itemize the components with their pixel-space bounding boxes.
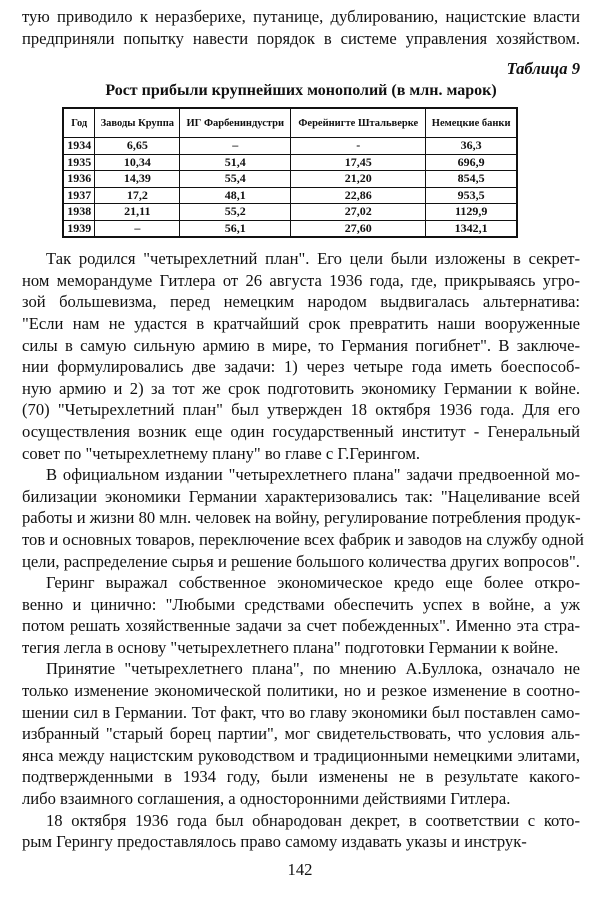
table-title: Рост прибыли крупнейших монополий (в млн. марок) [105,82,497,100]
column-header: Год [63,108,95,138]
text-line: Принятие "четырехлетнего плана", по мнению А.Буллока, означало не [46,659,580,679]
text-line: потом решать хозяйственные задачи за счет побежденных". Именно эта стра- [22,616,580,636]
table-cell: 1937 [63,187,95,204]
table-cell: 36,3 [426,138,517,155]
table-cell: 17,45 [291,154,426,171]
table-row [63,204,517,221]
text-line: предприняли попытку навести порядок в системе управления хозяйством. [22,28,580,48]
table-cell: 17,2 [95,187,180,204]
text-line: рым Герингу предоставлялось право самому издавать указы и инструк- [22,832,527,852]
column-header: Ферейнигте Штальверке [291,108,426,138]
table-row [63,154,517,171]
text-line: нии формулировались две задачи: 1) через четыре года иметь боеспособ- [22,357,580,377]
text-line: силы в самую сильную армию в мире, то Германия погибнет". В заключе- [22,335,580,355]
text-line: только изменение экономической политики, но и резкое изменение в соотно- [22,681,580,701]
table-cell: 10,34 [95,154,180,171]
text-line: тегия легла в основу "четырехлетнего плана" подготовки Германии к войне. [22,637,559,657]
text-line: В официальном издании "четырехлетнего плана" задачи предвоенной мо- [46,465,580,485]
table-cell: 1935 [63,154,95,171]
table-cell: 696,9 [426,154,517,171]
table-cell: 1939 [63,220,95,237]
table-cell: 1342,1 [426,220,517,237]
text-line: янса между нацистским руководством и традиционными немецкими элитами, [22,745,580,765]
paragraph [22,464,584,572]
table-row [63,171,517,188]
table-header-row [63,108,517,138]
table-cell: 21,11 [95,204,180,221]
table-label: Таблица 9 [506,59,580,79]
table-cell: 51,4 [180,154,291,171]
text-line: Геринг выражал собственное экономическое кредо еще более откро- [46,573,580,593]
text-line: Так родился "четырехлетний план". Его цели были изложены в секрет- [46,249,580,269]
table-cell: 21,20 [291,171,426,188]
text-line: билизации экономики Германии характеризовались так: "Нацеливание всей [22,486,580,506]
table-cell: 1129,9 [426,204,517,221]
text-line: (70) "Четырехлетний план" был утвержден 18 октября 1936 года. Для его [22,400,580,420]
text-line: тую приводило к неразберихе, путанице, дублированию, нацистские власти [22,7,580,26]
text-line: либо взаимного соглашения, а односторонними действиями Гитлера. [22,789,511,809]
text-line: тов и основных товаров, переключение всех фабрик и заводов на службу одной [22,529,584,549]
column-header: Немецкие банки [426,108,517,138]
table-cell: 1938 [63,204,95,221]
table-row [63,187,517,204]
body-text [22,248,584,853]
table-cell: – [180,138,291,155]
page-number: 142 [287,860,313,879]
document-page [22,6,584,853]
table-cell: – [95,220,180,237]
text-line: цели, распределение сырья и решение большого количества других вопросов". [22,551,580,571]
paragraph [22,658,580,809]
text-line: подтвержденными в 1934 году, были изменены не в результате какого- [22,767,580,787]
paragraph [22,810,580,853]
column-header: Заводы Круппа [95,108,180,138]
text-line: ном меморандуме Гитлера от 26 августа 1936 года, где, прикрываясь угро- [22,270,580,290]
text-line: 18 октября 1936 года был обнародован декрет, в соответствии с кото- [46,810,580,830]
text-line: "Если нам не удастся в кратчайший срок превратить наши вооруженные [22,313,580,333]
table-cell: 27,60 [291,220,426,237]
text-line: избранный "старый борец партии", мог свидетельствовать, что условия аль- [22,724,580,744]
intro-text [22,6,580,49]
text-line: работы и жизни 80 млн. человек на войну, регулирование потребления продук- [22,508,581,528]
text-line: шении сил в Германии. Тот факт, что во главу экономики был поставлен само- [22,702,580,722]
table-cell: - [291,138,426,155]
table-cell: 22,86 [291,187,426,204]
paragraph [22,248,580,464]
column-header: ИГ Фарбениндустри [180,108,291,138]
table-cell: 14,39 [95,171,180,188]
table-cell: 953,5 [426,187,517,204]
table-cell: 55,4 [180,171,291,188]
table-cell: 1934 [63,138,95,155]
profits-table [62,107,518,238]
table-cell: 6,65 [95,138,180,155]
text-line: совет по "четырехлетнему плану" во главе с Г.Герингом. [22,443,421,463]
table-row [63,220,517,237]
table-cell: 27,02 [291,204,426,221]
table-row [63,138,517,155]
text-line: зой большевизма, перед немецким народом выдвигалась альтернатива: [22,292,580,312]
text-line: осуществления возник еще один государственный институт - Генеральный [22,421,580,441]
table-cell: 854,5 [426,171,517,188]
text-line: венно и цинично: "Любыми средствами обеспечить успех в войне, а уж [22,594,580,614]
table-cell: 1936 [63,171,95,188]
paragraph [22,572,580,658]
table-cell: 48,1 [180,187,291,204]
table-cell: 56,1 [180,220,291,237]
text-line: ную армию и 2) за тот же срок подготовить экономику Германии к войне. [22,378,580,398]
table-cell: 55,2 [180,204,291,221]
